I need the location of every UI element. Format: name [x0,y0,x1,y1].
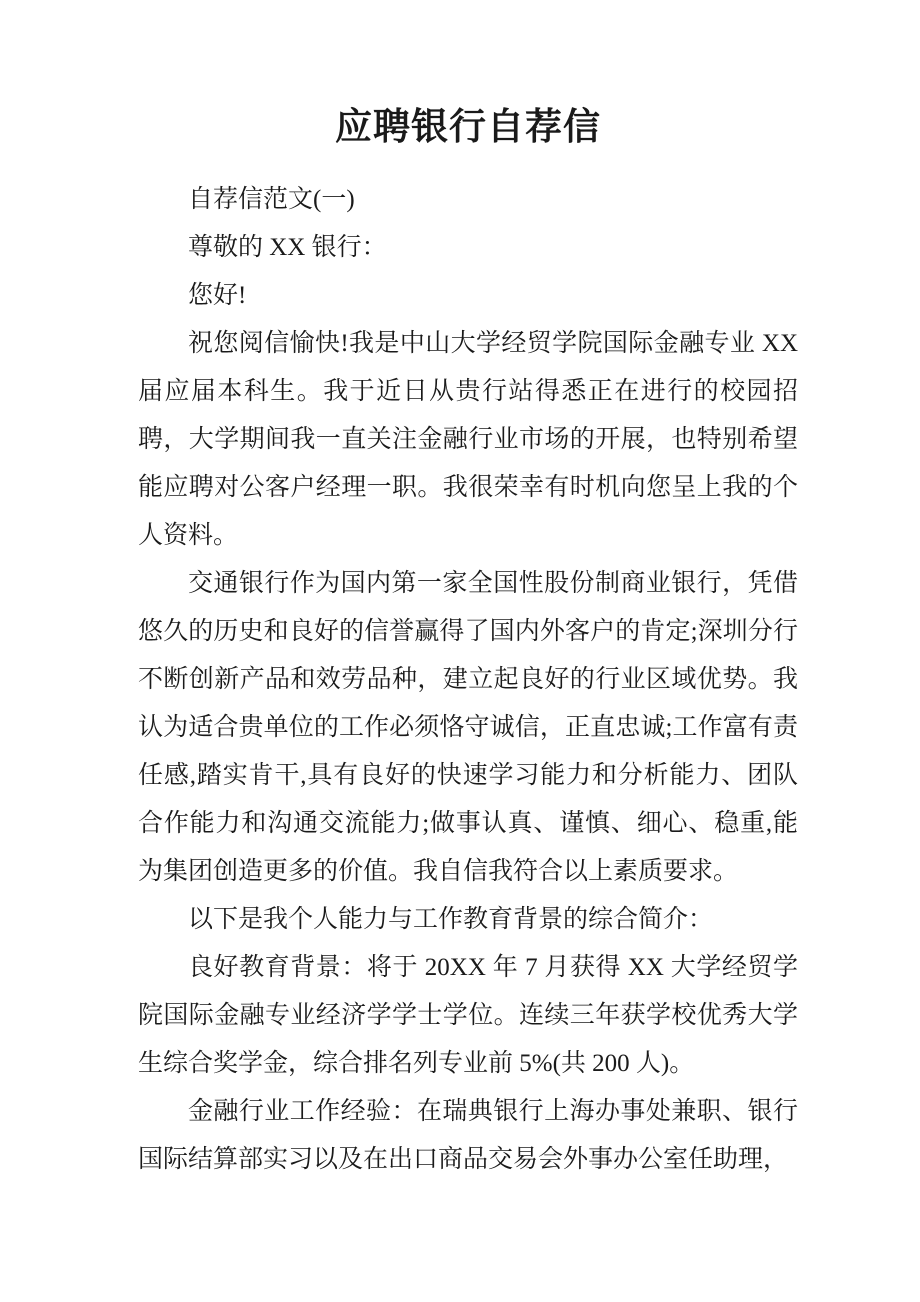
paragraph: 自荐信范文(一) [188,186,355,213]
paragraph: 金融行业工作经验：在瑞典银行上海办事处兼职、银行国际结算部实习以及在出口商品交易会外事办公室任助理， [138,1098,798,1173]
paragraph: 祝您阅信愉快!我是中山大学经贸学院国际金融专业 XX 届应届本科生。我于近日从贵行站得悉正在进行的校园招聘，大学期间我一直关注金融行业市场的开展，也特别希望能应聘对公客户经理一职。我很荣幸有时机向您呈上我的个人资料。 [138,330,798,549]
document-title: 应聘银行自荐信 [335,107,601,148]
paragraph: 良好教育背景：将于 20XX 年 7 月获得 XX 大学经贸学院国际金融专业经济学学士学位。连续三年获学校优秀大学生综合奖学金，综合排名列专业前 5%(共 200 人)。 [138,954,798,1077]
document-body [138,154,798,1184]
paragraph: 您好! [188,282,247,309]
paragraph: 以下是我个人能力与工作教育背景的综合简介： [188,906,714,933]
paragraph: 交通银行作为国内第一家全国性股份制商业银行，凭借悠久的历史和良好的信誉赢得了国内外客户的肯定;深圳分行不断创新产品和效劳品种，建立起良好的行业区域优势。我认为适合贵单位的工作必须恪守诚信，正直忠诚;工作富有责任感,踏实肯干,具有良好的快速学习能力和分析能力、团队合作能力和沟通交流能力;做事认真、谨慎、细心、稳重,能为集团创造更多的价值。我自信我符合以上素质要求。 [138,570,798,885]
paragraph: 尊敬的 XX 银行： [188,234,387,261]
